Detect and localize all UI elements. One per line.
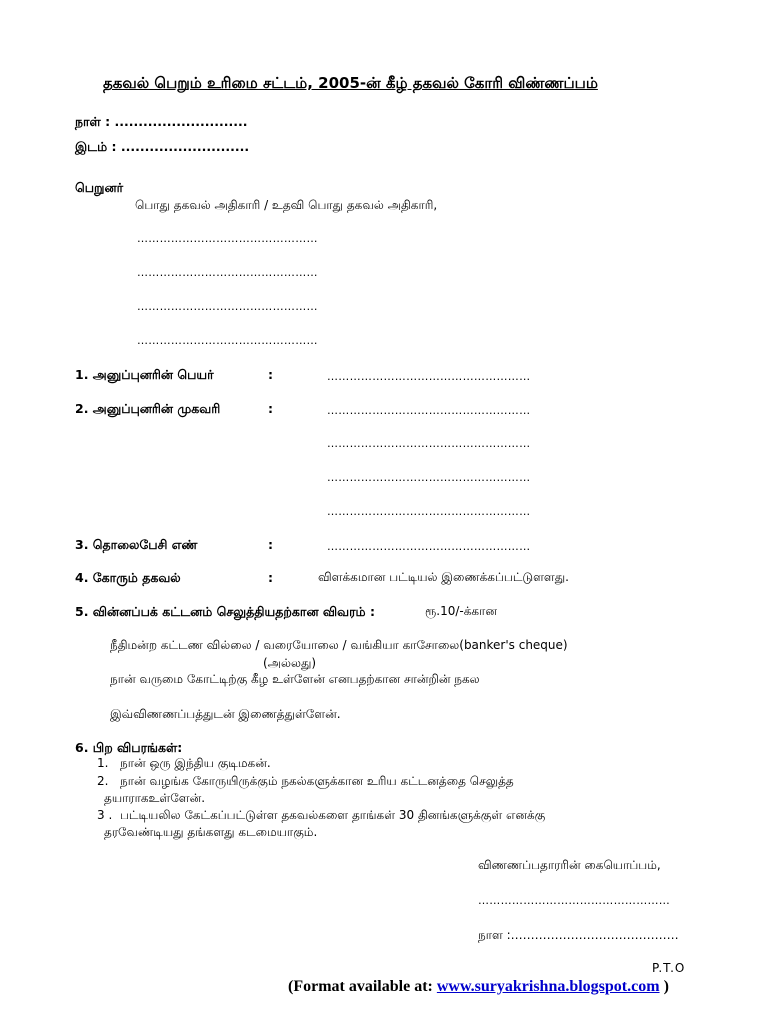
list-item-continued: தரவேண்டியது தங்களது கடமையாகும்.	[104, 825, 318, 839]
recipient-officer: பொது தகவல் அதிகாரி / உதவி பொது தகவல் அதிகாரி,	[135, 198, 438, 212]
footer-prefix: (Format available at:	[288, 978, 437, 995]
sender-address-label: 2. அனுப்புனரின் முகவரி	[75, 401, 221, 416]
recipient-label: பெறுனர்	[75, 180, 124, 195]
info-requested-label: 4. கோரும் தகவல்	[75, 570, 181, 585]
sender-name-label: 1. அனுப்புனரின் பெயர்	[75, 367, 214, 382]
fee-value: ரூ.10/-க்கான	[425, 604, 497, 618]
payment-or: (அல்லது)	[263, 656, 317, 670]
colon: :	[268, 401, 273, 416]
footer	[288, 978, 669, 996]
pto-label: P.T.O	[652, 961, 686, 975]
sender-address-blank: ………………………………………………	[327, 404, 531, 417]
recipient-blank-line: …………………………………………	[137, 300, 318, 313]
colon: :	[268, 537, 273, 552]
list-item: நான் ஒரு இந்திய குடிமகன்.	[120, 756, 271, 770]
attached-line: இவ்விணணப்பத்துடன் இணைத்துள்ளேன்.	[110, 707, 341, 721]
list-number: 1.	[97, 756, 109, 770]
place-line: இடம் : ...........................	[75, 139, 250, 154]
sender-address-blank: ………………………………………………	[327, 471, 531, 484]
blog-link[interactable]: www.suryakrishna.blogspot.com	[436, 978, 660, 995]
signature-date: நாள :……………………………………	[478, 928, 679, 942]
other-details-heading: 6. பிற விபரங்கள்:	[75, 740, 183, 755]
list-item-continued: தயாராகஉள்ளேன்.	[104, 791, 206, 805]
poverty-certificate-line: நான் வருமை கோட்டிற்கு கீழ உள்ளேன் எனபதற்கான சான்றின் நகல	[110, 672, 480, 686]
recipient-blank-line: …………………………………………	[137, 232, 318, 245]
list-item: நான் வழங்க கோருயிருக்கும் நகல்களுக்கான உரிய கட்டனத்தை செலுத்த	[120, 774, 514, 788]
footer-suffix: )	[659, 978, 669, 995]
recipient-blank-line: …………………………………………	[137, 266, 318, 279]
recipient-blank-line: …………………………………………	[137, 334, 318, 347]
info-requested-value: விளக்கமான பட்டியல் இணைக்கப்பட்டுளளது.	[318, 570, 569, 584]
sender-address-blank: ………………………………………………	[327, 437, 531, 450]
date-line: நாள் : ............................	[75, 114, 248, 129]
colon: :	[268, 367, 273, 382]
sender-name-blank: ………………………………………………	[327, 370, 531, 383]
signature-blank: ……………………………………………	[478, 894, 671, 907]
colon: :	[268, 570, 273, 585]
list-number: 2.	[97, 774, 109, 788]
fee-label: 5. வின்னப்பக் கட்டனம் செலுத்தியதற்கான விவரம் :	[75, 604, 375, 619]
phone-label: 3. தொலைபேசி எண்	[75, 537, 198, 552]
list-number: 3 .	[97, 808, 113, 822]
signature-label: விணணப்பதாரரின் கையொப்பம்,	[478, 858, 661, 872]
page-title: தகவல் பெறும் உரிமை சட்டம், 2005-ன் கீழ் தகவல் கோரி விண்ணப்பம்	[103, 74, 598, 92]
phone-blank: ………………………………………………	[327, 540, 531, 553]
payment-modes: நீதிமன்ற கட்டண வில்லை / வரையோலை / வங்கியா காசோலை(banker's cheque)	[110, 638, 568, 652]
sender-address-blank: ………………………………………………	[327, 505, 531, 518]
list-item: பட்டியலில கேட்கப்பட்டுள்ள தகவல்களை தாங்கள் 30 தினங்களுக்குள் எனக்கு	[120, 808, 546, 822]
